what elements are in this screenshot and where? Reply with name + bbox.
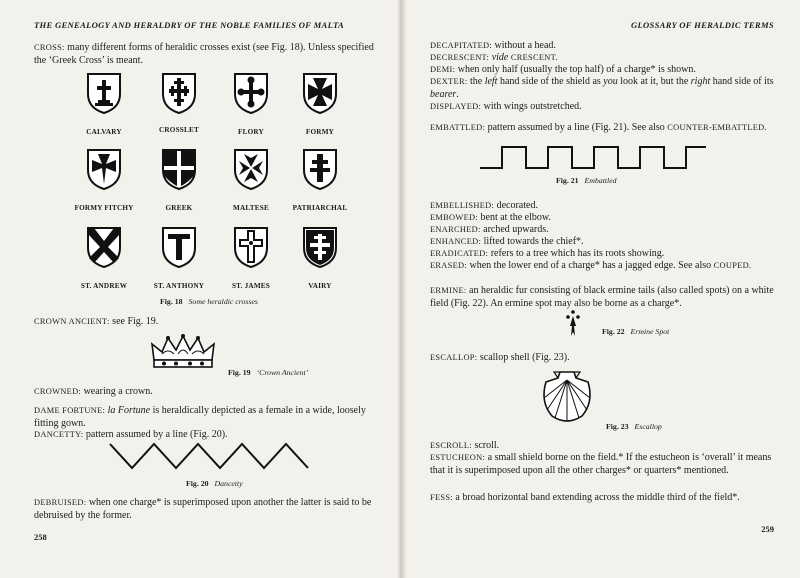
entry-dame-fortune [34,405,374,430]
def-ermine: an heraldic fur consisting of black ermine tails (also called spots) on a white field (Fig. 22). An ermine spot may also be borne as a charge*. [430,285,774,309]
entry-eradicated [430,248,664,261]
caption-vairy: VAIRY [308,282,332,290]
fig22-title: Ermine Spot [630,327,670,336]
def-dame-fortune: is heraldically depicted as a female in a wide, loosely fitting gown. [34,405,366,429]
def-cross: many different forms of heraldic crosses exist (see Fig. 18). Unless specified the ‘Greek Cross’ is meant. [34,42,374,66]
entry-embellished [430,200,538,213]
entry-enhanced [430,236,584,249]
right-page [404,0,800,578]
caption-st-james: ST. JAMES [231,282,270,290]
fig18-title: Some heraldic crosses [188,297,258,306]
fig23-title: Escallop [634,422,662,431]
embattled-line-icon [480,144,706,172]
escallop-shell-icon [538,368,596,426]
dexter-italic-left: left [484,76,498,87]
term-eradicated: ERADICATED: [430,249,489,258]
entry-crown-ancient [34,316,158,329]
entry-debruised [34,497,374,522]
shield-formy-icon [302,72,338,114]
fig21-caption [556,176,617,185]
fig19-caption [228,368,308,377]
def-fess: a broad horizontal band extending across the middle third of the field*. [455,492,740,503]
dexter-italic-bearer: bearer [430,88,457,100]
fig20-number: Fig. 20 [186,479,209,488]
entry-estucheon [430,452,782,477]
shield-vairy-icon [302,226,338,268]
term-escallop: ESCALLOP: [430,353,478,362]
term-fess: FESS: [430,493,453,502]
shield-st-anthony-icon [161,226,197,268]
caption-greek: GREEK [165,204,193,212]
page-number-left: 258 [34,532,47,542]
fig20-title: Dancetty [214,479,243,488]
fig23-caption [606,422,662,431]
dexter-text-b: hand side of the shield as [499,76,601,87]
caption-formy-fitchy: FORMY FITCHY [74,204,134,212]
def-estucheon: a small shield borne on the field.* If the estucheon is ‘overall’ it means that it is superimposed upon all the other charges* or quarters* mentioned. [430,452,772,476]
fig18-caption [160,297,258,306]
shield-maltese-icon [233,148,269,190]
caption-flory: FLORY [238,128,264,136]
caption-maltese: MALTESE [233,204,269,212]
def-embattled: pattern assumed by a line (Fig. 21). See also [487,122,665,133]
dexter-text-c: look at it, but the [620,76,689,87]
term-demi: DEMI: [430,65,456,74]
dancetty-line-icon [110,442,310,472]
dexter-text-a: the [469,76,483,87]
fig23-number: Fig. 23 [606,422,629,431]
term-decrescent: DECRESCENT: [430,53,490,62]
entry-fess [430,492,782,505]
term-erased: ERASED: [430,261,467,270]
def-erased: when the lower end of a charge* has a jagged edge. See also [469,260,712,271]
dexter-text-d: hand side of its [712,76,774,87]
fig19-number: Fig. 19 [228,368,251,377]
entry-escroll [430,440,499,453]
entry-erased [430,260,780,273]
running-header-left: THE GENEALOGY AND HERALDRY OF THE NOBLE FAMILIES OF MALTA [34,20,345,30]
shield-st-andrew-icon [86,226,122,268]
term-embowed: EMBOWED: [430,213,478,222]
crown-ancient-icon [148,334,218,370]
def-embowed: bent at the elbow. [480,212,551,223]
entry-enarched [430,224,549,237]
def-crown-ancient: see Fig. 19. [112,316,159,327]
term-crown-ancient: CROWN ANCIENT: [34,317,110,326]
dame-fortune-italic: la Fortune [107,405,151,416]
fig20-caption [186,479,243,488]
def-enhanced: lifted towards the chief*. [483,236,584,247]
shield-flory-icon [233,72,269,114]
term-displayed: DISPLAYED: [430,102,482,111]
fig19-title: ‘Crown Ancient’ [256,368,309,377]
def-decapitated: without a head. [494,40,556,51]
entry-decapitated [430,40,556,53]
term-embellished: EMBELLISHED: [430,201,495,210]
def-debruised: when one charge* is superimposed upon another the latter is said to be debruised by the former. [34,497,372,521]
decrescent-ref: CRESCENT. [510,53,558,62]
erased-ref: COUPED. [713,261,752,270]
term-debruised: DEBRUISED: [34,498,87,507]
term-dancetty: DANCETTY: [34,430,84,439]
entry-embattled [430,122,780,135]
caption-patriarchal: PATRIARCHAL [292,204,348,212]
fig22-number: Fig. 22 [602,327,625,336]
fig18-number: Fig. 18 [160,297,183,306]
caption-st-anthony: ST. ANTHONY [153,282,205,290]
def-embellished: decorated. [496,200,538,211]
term-dame-fortune: DAME FORTUNE: [34,406,106,415]
term-estucheon: ESTUCHEON: [430,453,486,462]
entry-embowed [430,212,551,225]
entry-ermine [430,285,782,310]
entry-cross [34,42,374,67]
def-dancetty: pattern assumed by a line (Fig. 20). [85,429,228,440]
term-decapitated: DECAPITATED: [430,41,493,50]
caption-formy: FORMY [305,128,335,136]
def-crowned: wearing a crown. [83,386,153,397]
shield-greek-icon [161,148,197,190]
def-escroll: scroll. [474,440,500,451]
ermine-spot-icon [565,310,581,340]
shield-formy-fitchy-icon [86,148,122,190]
term-enhanced: ENHANCED: [430,237,482,246]
dexter-italic-right: right [690,76,711,87]
term-crowned: CROWNED: [34,387,82,396]
def-eradicated: refers to a tree which has its roots showing. [490,248,665,259]
dexter-italic-you: you [603,76,618,87]
term-cross: CROSS: [34,43,65,52]
decrescent-italic: vide [491,52,509,63]
def-escallop: scallop shell (Fig. 23). [479,352,570,363]
term-ermine: ERMINE: [430,286,467,295]
caption-crosslet: CROSSLET [159,126,199,134]
shield-st-james-icon [233,226,269,268]
def-demi: when only half (usually the top half) of a charge* is shown. [457,64,696,75]
caption-st-andrew: ST. ANDREW [80,282,128,290]
shield-patriarchal-icon [302,148,338,190]
fig21-number: Fig. 21 [556,176,579,185]
def-enarched: arched upwards. [483,224,549,235]
entry-crowned [34,386,153,399]
term-escroll: ESCROLL: [430,441,472,450]
entry-dexter: DEXTER: the left hand side of the shield as you look at it, but the right hand side of its bearer. [430,76,774,100]
entry-decrescent [430,52,558,65]
embattled-ref: COUNTER-EMBATTLED. [667,123,767,132]
entry-escallop [430,352,570,365]
caption-calvary: CALVARY [86,128,122,136]
term-enarched: ENARCHED: [430,225,481,234]
entry-dancetty [34,429,228,442]
def-displayed: with wings outstretched. [483,101,582,112]
page-number-right: 259 [761,524,774,534]
shield-calvary-icon [86,72,122,114]
shield-crosslet-icon [161,72,197,114]
running-header-right: GLOSSARY OF HERALDIC TERMS [630,20,774,30]
entry-displayed [430,101,582,114]
entry-demi [430,64,780,77]
term-embattled: EMBATTLED: [430,123,486,132]
fig21-title: Embattled [584,176,617,185]
term-dexter: DEXTER: [430,77,468,86]
fig22-caption [602,327,669,336]
